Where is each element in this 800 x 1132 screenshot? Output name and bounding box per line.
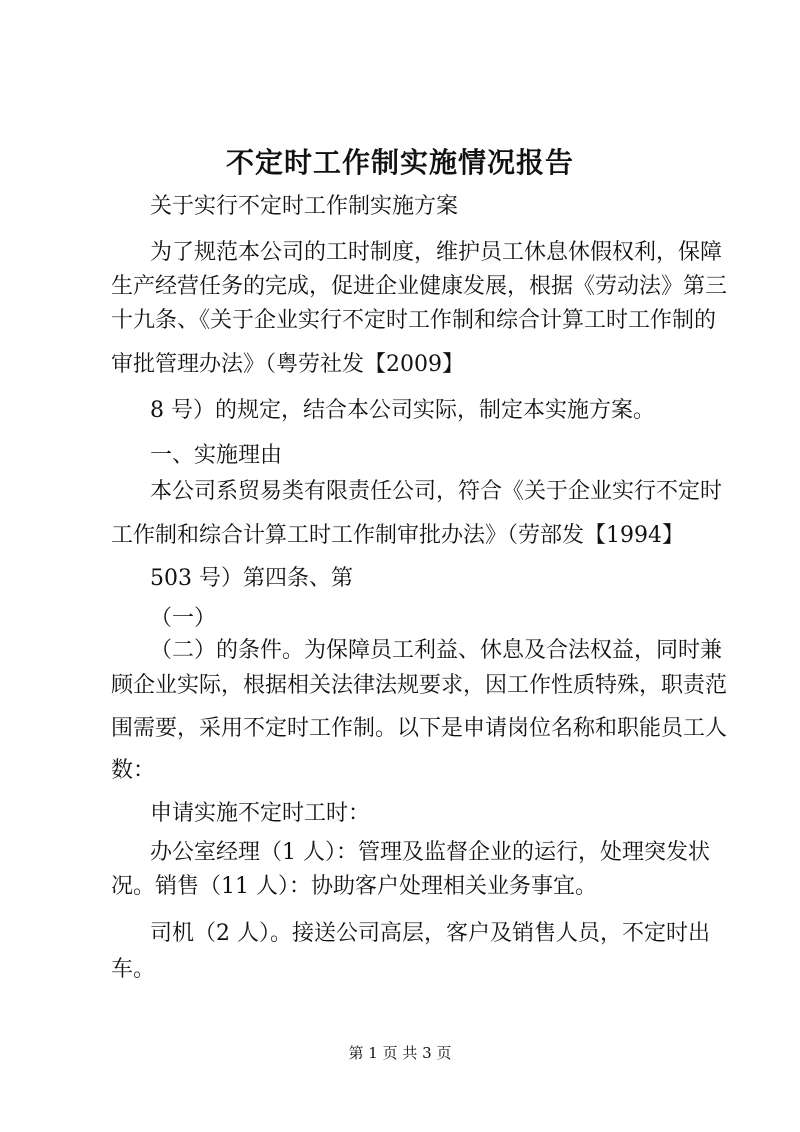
paragraph-line: 503 号）第四条、第	[150, 566, 353, 591]
paragraph-line: 生产经营任务的完成，促进企业健康发展，根据《劳动法》第三	[111, 274, 728, 299]
paragraph-line: 为了规范本公司的工时制度，维护员工休息休假权利，保障	[150, 240, 723, 265]
paragraph-line: 办公室经理（1 人）：管理及监督企业的运行，处理突发状	[150, 840, 710, 865]
paragraph-line: （二）的条件。为保障员工利益、休息及合法权益，同时兼	[150, 638, 723, 663]
paragraph-line: 关于实行不定时工作制实施方案	[150, 194, 459, 219]
paragraph-line: 本公司系贸易类有限责任公司，符合《关于企业实行不定时	[150, 479, 723, 504]
document-title: 不定时工作制实施情况报告	[225, 146, 574, 179]
paragraph-line: （一）	[150, 606, 217, 631]
paragraph-line: 十九条、《关于企业实行不定时工作制和综合计算工时工作制的	[111, 308, 717, 333]
paragraph-line: 一、实施理由	[150, 443, 283, 468]
paragraph-line: 数：	[111, 758, 156, 783]
paragraph-line: 顾企业实际，根据相关法律法规要求，因工作性质特殊，职责范	[111, 673, 728, 698]
paragraph-line: 车。	[111, 957, 156, 982]
paragraph-line: 况。销售（11 人）：协助客户处理相关业务事宜。	[111, 874, 597, 899]
paragraph-line: 申请实施不定时工时：	[150, 801, 371, 826]
paragraph-line: 8 号）的规定，结合本公司实际，制定本实施方案。	[150, 398, 655, 423]
paragraph-line: 司机（2 人）。接送公司高层，客户及销售人员，不定时出	[150, 921, 710, 946]
paragraph-line: 围需要，采用不定时工作制。以下是申请岗位名称和职能员工人	[111, 716, 728, 741]
page-footer: 第 1 页 共 3 页	[348, 1044, 452, 1062]
paragraph-line: 工作制和综合计算工时工作制审批办法》（劳部发【1994】	[111, 523, 684, 548]
paragraph-line: 审批管理办法》（粤劳社发【2009】	[111, 352, 464, 377]
